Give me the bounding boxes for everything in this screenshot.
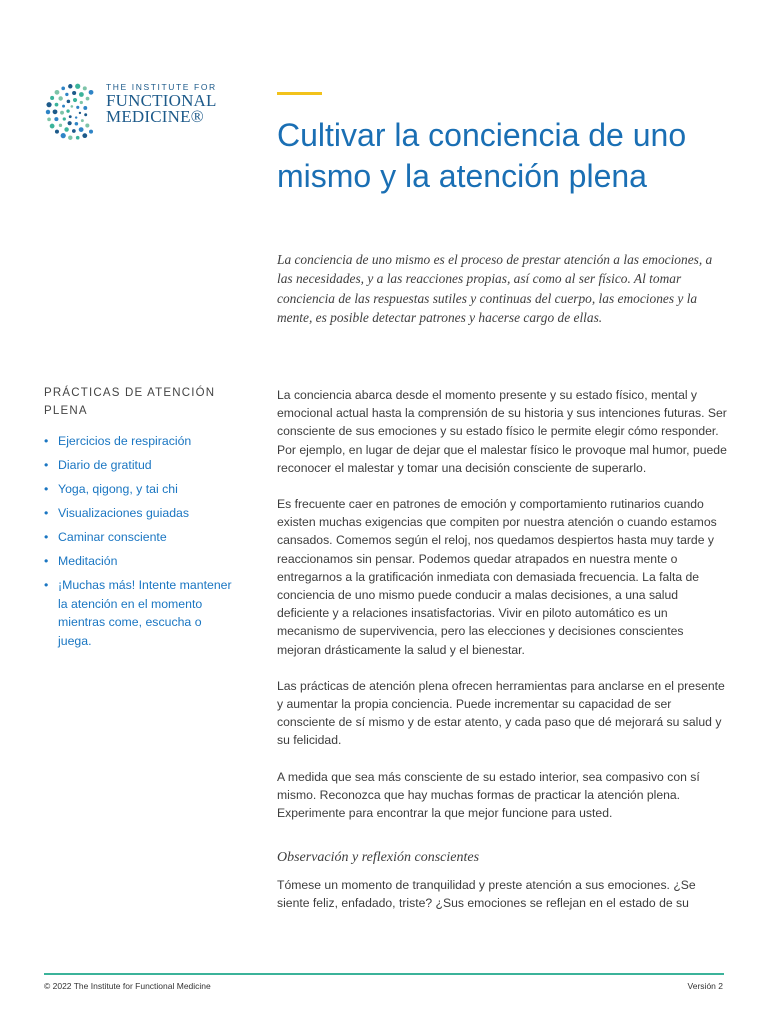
logo-line-2: FUNCTIONAL xyxy=(106,91,217,110)
logo-dot xyxy=(58,96,62,100)
list-item xyxy=(44,528,234,547)
logo-dot xyxy=(81,119,84,122)
list-item-text: Meditación xyxy=(58,554,118,568)
logo-dot xyxy=(76,106,79,109)
list-item xyxy=(44,456,234,475)
logo-dot xyxy=(79,127,84,132)
logo-dot xyxy=(46,110,50,114)
ifm-logo xyxy=(44,80,244,144)
logo-dot xyxy=(75,116,77,118)
logo-dot xyxy=(86,97,90,101)
logo-dot xyxy=(83,106,87,110)
list-item xyxy=(44,480,234,499)
body-paragraph: Las prácticas de atención plena ofrecen herramientas para anclarse en el presente y aumentar la propia conciencia. Puede incrementar su capacidad de ser consciente de sí mismo y de estar atento, y cada paso que dé mejorará su salud y su felicidad. xyxy=(277,678,725,748)
list-item-text: Caminar consciente xyxy=(58,530,167,544)
logo-dot xyxy=(75,84,80,89)
logo-dot xyxy=(54,117,58,121)
bullet: • xyxy=(44,458,49,472)
logo-dot xyxy=(65,93,68,96)
practices-list xyxy=(44,432,234,650)
logo-dot xyxy=(64,127,68,131)
logo-dot xyxy=(73,98,77,102)
logo-dot xyxy=(61,87,65,91)
sidebar-title: PRÁCTICAS DE ATENCIÓN PLENA xyxy=(44,387,216,417)
logo-dot xyxy=(46,102,51,107)
logo-dot xyxy=(66,109,69,112)
logo-dot xyxy=(50,124,55,129)
list-item-text: Diario de gratitud xyxy=(58,458,152,472)
logo-dot xyxy=(68,136,72,140)
body-content xyxy=(277,386,727,931)
list-item xyxy=(44,504,234,523)
sidebar-practices xyxy=(44,384,234,656)
logo-dot xyxy=(63,117,66,120)
footer-version: Versión 2 xyxy=(687,981,723,991)
footer-divider xyxy=(44,973,724,975)
logo-dot xyxy=(89,90,94,95)
bullet: • xyxy=(44,530,49,544)
logo-dot xyxy=(53,109,58,114)
logo-dot xyxy=(55,130,59,134)
list-item xyxy=(44,432,234,451)
logo-line-1: THE INSTITUTE FOR xyxy=(106,82,217,92)
logo-wordmark xyxy=(106,80,217,125)
list-item-text: Yoga, qigong, y tai chi xyxy=(58,482,178,496)
body-paragraph: A medida que sea más consciente de su estado interior, sea compasivo con sí mismo. Reconozca que hay muchas formas de practicar la atención plena. Experimente para encontrar la que mejor funcione para usted. xyxy=(277,769,700,821)
logo-dot xyxy=(67,100,71,104)
logo-dot xyxy=(79,112,81,114)
logo-dot xyxy=(72,91,76,95)
body-paragraph: La conciencia abarca desde el momento presente y su estado físico, mental y emocional actual hasta la comprensión de su historia y sus intenciones futuras. Ser consciente de sus emociones y su estado físico le permite elegir cómo responder. Por ejemplo, en lugar de dejar que el malestar físico le provoque mal humor, puede reconocer el malestar y tomar una decisión consciente de superarlo. xyxy=(277,388,727,475)
lead-paragraph: La conciencia de uno mismo es el proceso de prestar atención a las emociones, a las necesidades, y a las reacciones propias, así como al ser físico. Al tomar conciencia de las respuestas sutiles y continuas del cuerpo, las emociones y la mente, es posible detectar patrones y hacerse cargo de ellas. xyxy=(277,252,713,326)
logo-dot xyxy=(59,124,62,127)
logo-dot xyxy=(55,90,60,95)
logo-dot xyxy=(69,115,72,118)
body-paragraph: Es frecuente caer en patrones de emoción y comportamiento rutinarios cuando existen muchas exigencias que compiten por nuestra atención o cuando estamos cansados. Comemos según el reloj, nos quedamos despiertos hasta muy tarde y reaccionamos sin pensar. Podemos quedar atrapados en nuestra mente o entregarnos a la gratificación inmediata con demasiada frecuencia. La falta de conciencia de uno mismo puede conducir a malas decisiones, a una salud deficiente y a relaciones insatisfactorias. Vivir en piloto automático es un mecanismo de supervivencia, pero las elecciones y decisiones conscientes mejoran drásticamente la salud y el bienestar. xyxy=(277,497,717,657)
logo-dot xyxy=(82,133,87,138)
logo-line-3: MEDICINE® xyxy=(106,107,204,126)
logo-dot xyxy=(79,92,84,97)
logo-dot xyxy=(55,103,59,107)
logo-dot xyxy=(72,129,76,133)
logo-dot xyxy=(68,84,72,88)
list-item-text: Visualizaciones guiadas xyxy=(58,506,190,520)
logo-dot xyxy=(89,130,93,134)
bullet: • xyxy=(44,578,49,592)
logo-dot xyxy=(71,105,74,108)
footer-copyright: © 2022 The Institute for Functional Medicine xyxy=(44,981,211,991)
bullet: • xyxy=(44,506,49,520)
logo-dot xyxy=(75,122,79,126)
logo-dot xyxy=(62,105,65,108)
logo-dot xyxy=(47,118,51,122)
logo-dot xyxy=(76,136,80,140)
logo-dot xyxy=(60,111,64,115)
section-subheading: Observación y reflexión conscientes xyxy=(277,850,480,866)
bullet: • xyxy=(44,482,49,496)
ifm-logo-mark-icon xyxy=(44,82,104,142)
logo-dot xyxy=(83,86,87,90)
bullet: • xyxy=(44,434,49,448)
logo-dot xyxy=(85,123,89,127)
bullet: • xyxy=(44,554,49,568)
title-accent-bar xyxy=(277,92,322,95)
list-item xyxy=(44,576,234,650)
logo-dot xyxy=(68,121,72,125)
logo-dot xyxy=(80,101,83,104)
logo-dot xyxy=(84,113,87,116)
list-item-text: Ejercicios de respiración xyxy=(58,434,192,448)
logo-dot xyxy=(50,96,54,100)
logo-dot xyxy=(61,133,66,138)
list-item xyxy=(44,552,234,571)
list-item-text: ¡Muchas más! Intente mantener la atención en el momento mientras come, escucha o juega. xyxy=(58,578,232,648)
body-paragraph: Tómese un momento de tranquilidad y preste atención a sus emociones. ¿Se siente feliz, enfadado, triste? ¿Sus emociones se reflejan en el estado de su xyxy=(277,878,696,911)
page-title: Cultivar la conciencia de uno mismo y la atención plena xyxy=(277,117,687,194)
